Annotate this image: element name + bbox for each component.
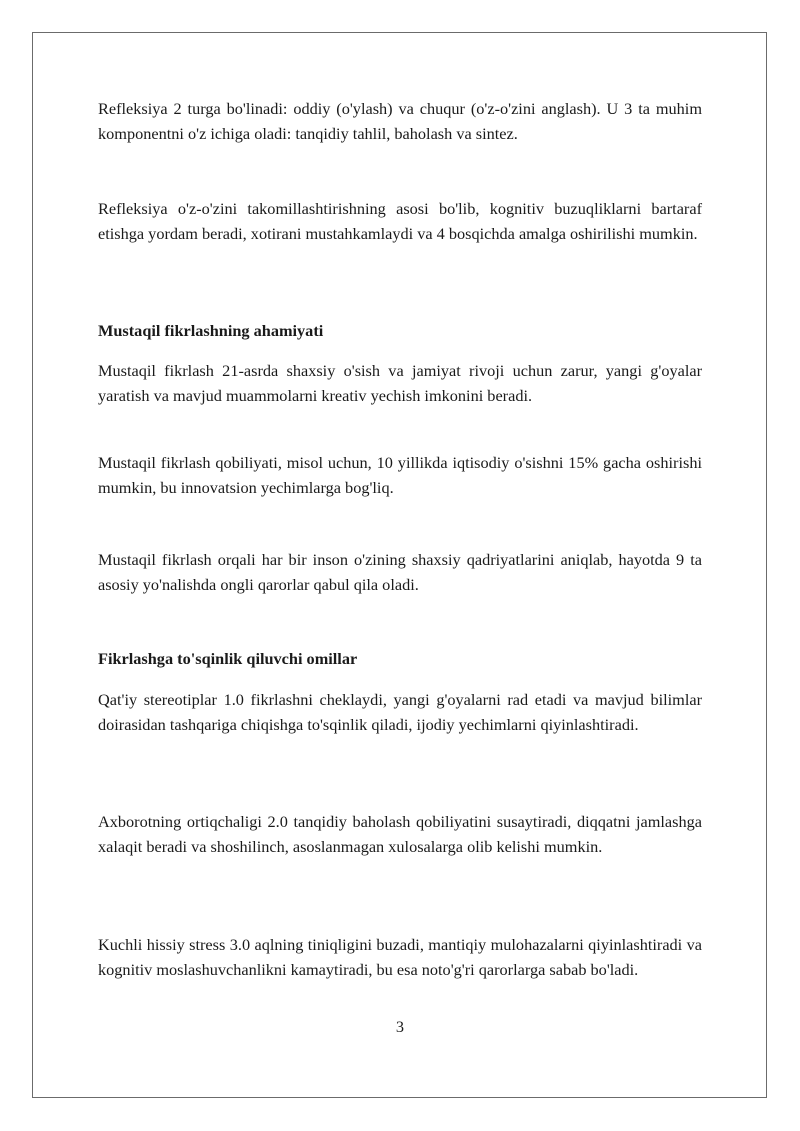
paragraph-independent-thinking-need: Mustaqil fikrlash 21-asrda shaxsiy o'sish va jamiyat rivoji uchun zarur, yangi g'oyalar yaratish va mavjud muammolarni kreativ yechish imkonini beradi. [98,361,702,405]
paragraph-emotional-stress: Kuchli hissiy stress 3.0 aqlning tiniqligini buzadi, mantiqiy mulohazalarni qiyinlashtiradi va kognitiv moslashuvchanlikni kamaytiradi, bu esa noto'g'ri qarorlarga sabab bo'ladi. [98,935,702,979]
page-number: 3 [395,1017,405,1036]
paragraph-stereotypes: Qat'iy stereotiplar 1.0 fikrlashni cheklaydi, yangi g'oyalarni rad etadi va mavjud bilimlar doirasidan tashqariga chiqishga to'sqinlik qiladi, ijodiy yechimlarni qiyinlashtiradi. [98,690,702,734]
heading-thinking-obstacles: Fikrlashga to'sqinlik qiluvchi omillar [98,649,358,668]
paragraph-information-overload: Axborotning ortiqchaligi 2.0 tanqidiy baholash qobiliyatini susaytiradi, diqqatni jamlashga xalaqit beradi va shoshilinch, asoslanmagan xulosalarga olib kelishi mumkin. [98,812,702,856]
paragraph-independent-thinking-growth: Mustaqil fikrlash qobiliyati, misol uchun, 10 yillikda iqtisodiy o'sishni 15% gacha oshirishi mumkin, bu innovatsion yechimlarga bog'liq. [98,453,702,497]
paragraph-reflection-basis: Refleksiya o'z-o'zini takomillashtirishning asosi bo'lib, kognitiv buzuqliklarni bartaraf etishga yordam beradi, xotirani mustahkamlaydi va 4 bosqichda amalga oshirilishi mumkin. [98,199,702,243]
heading-independent-thinking: Mustaqil fikrlashning ahamiyati [98,321,324,340]
paragraph-independent-thinking-values: Mustaqil fikrlash orqali har bir inson o'zining shaxsiy qadriyatlarini aniqlab, hayotda 9 ta asosiy yo'nalishda ongli qarorlar qabul qila oladi. [98,550,702,594]
paragraph-reflection-types: Refleksiya 2 turga bo'linadi: oddiy (o'ylash) va chuqur (o'z-o'zini anglash). U 3 ta muhim komponentni o'z ichiga oladi: tanqidiy tahlil, baholash va sintez. [98,99,702,143]
